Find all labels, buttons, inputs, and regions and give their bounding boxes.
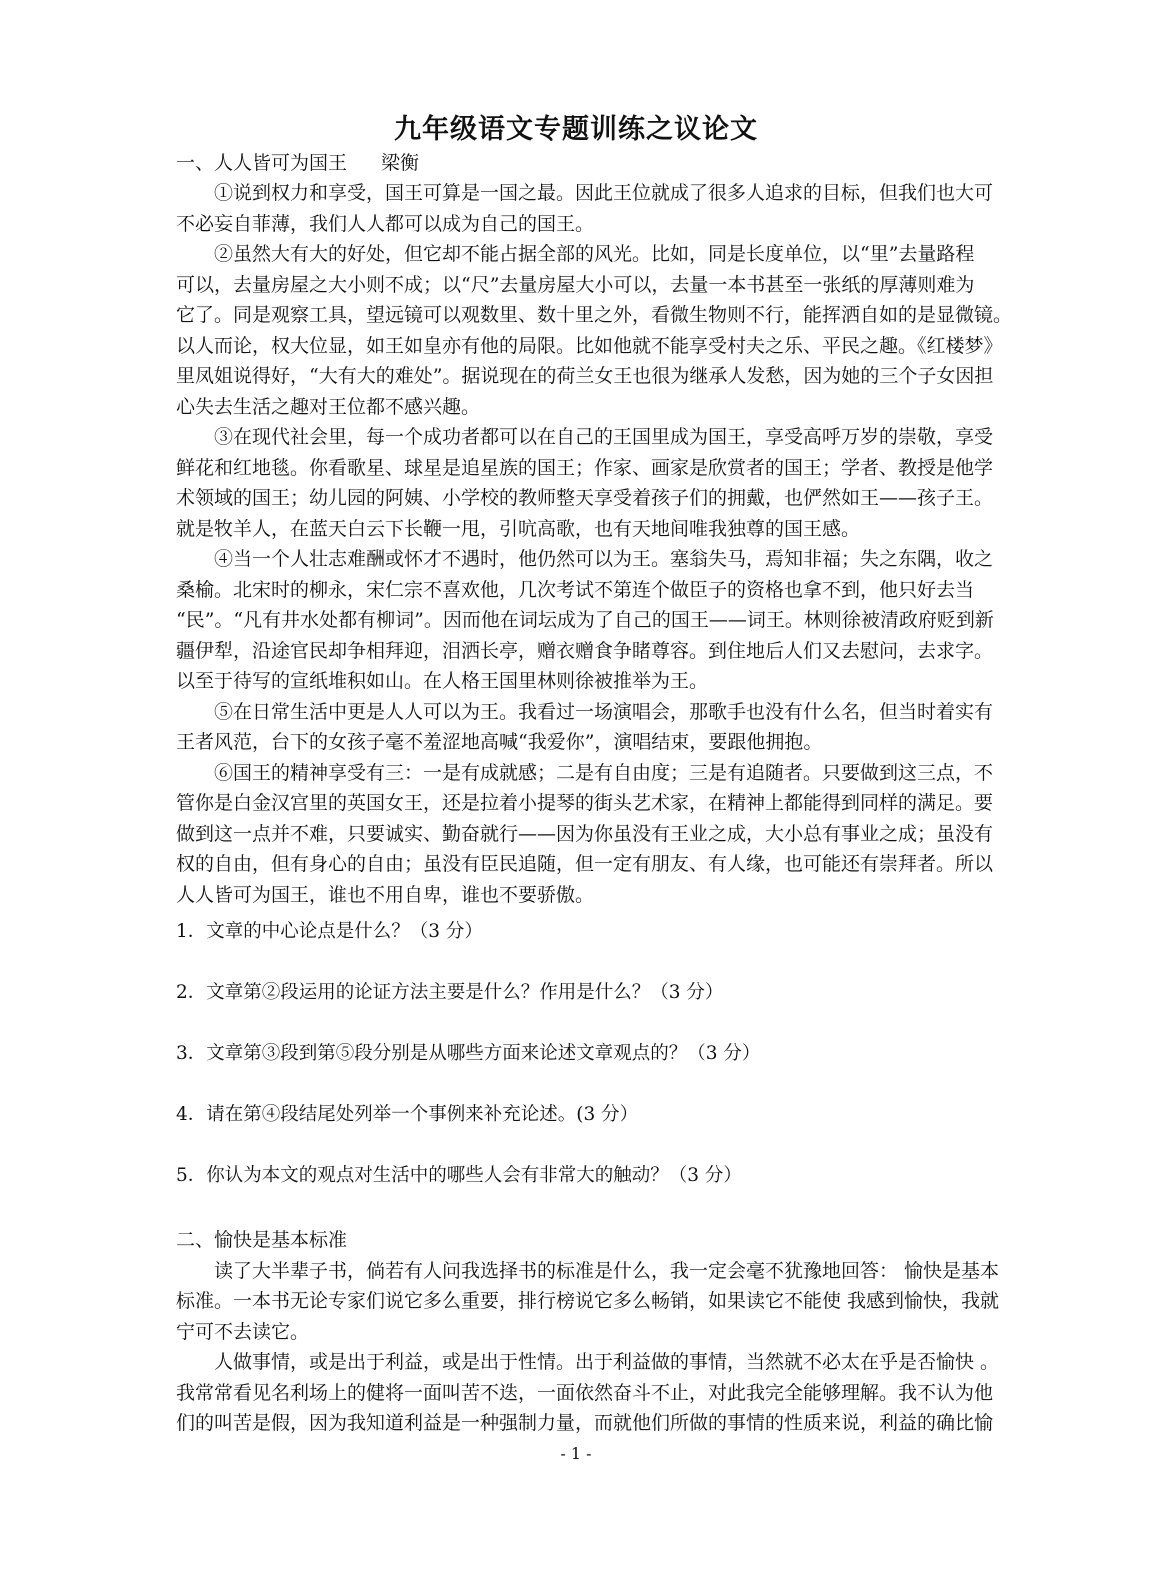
- text-line: 们的叫苦是假，因为我知道利益是一种强制力量，而就他们所做的事情的性质来说，利益的确比愉: [176, 1412, 994, 1434]
- text-line: ⑥国王的精神享受有三：一是有成就感；二是有自由度；三是有追随者。只要做到这三点，不: [176, 761, 994, 784]
- text-line: 可以，去量房屋之大小则不成；以“尺”去量房屋大小可以，去量一本书甚至一张纸的厚薄则难为: [176, 273, 975, 296]
- text-line: 里凤姐说得好，“大有大的难处”。据说现在的荷兰女王也很为继承人发愁，因为她的三个子女因担: [176, 365, 994, 387]
- text-line: 不必妄自菲薄，我们人人都可以成为自己的国王。: [176, 212, 595, 235]
- text-line: 以人而论，权大位显，如王如皇亦有他的局限。比如他就不能享受村夫之乐、平民之趣。《红楼梦》: [176, 334, 1003, 357]
- text-line: ③在现代社会里，每一个成功者都可以在自己的王国里成为国王，享受高呼万岁的崇敬，享受: [176, 426, 994, 448]
- text-line: 我常常看见名利场上的健将一面叫苦不迭，一面依然奋斗不止，对此我完全能够理解。我不认为他: [176, 1381, 994, 1404]
- text-line: ⑤在日常生活中更是人人可以为王。我看过一场演唱会，那歌手也没有什么名，但当时着实有: [176, 700, 994, 723]
- text-line: 管你是白金汉宫里的英国女王，还是拉着小提琴的街头艺术家，在精神上都能得到同样的满足。要: [176, 792, 994, 814]
- question-4: 4．请在第④段结尾处列举一个事例来补充论述。(3 分）: [176, 1104, 639, 1125]
- text-line: ①说到权力和享受，国王可算是一国之最。因此王位就成了很多人追求的目标，但我们也大可: [176, 182, 994, 204]
- question-5: 5．你认为本文的观点对生活中的哪些人会有非常大的触动？（3 分）: [176, 1165, 742, 1186]
- section-1-body: [176, 178, 1110, 910]
- text-line: 读了大半辈子书，倘若有人问我选择书的标准是什么，我一定会毫不犹豫地回答： 愉快是基本: [176, 1259, 1000, 1282]
- text-line: 做到这一点并不难，只要诚实、勤奋就行——因为你虽没有王业之成，大小总有事业之成；虽没有: [176, 822, 994, 845]
- section-2-heading: 二、愉快是基本标准: [176, 1229, 348, 1251]
- text-line: 人做事情，或是出于利益，或是出于性情。出于利益做的事情，当然就不必太在乎是否愉快 。: [176, 1351, 1000, 1373]
- text-line: 就是牧羊人，在蓝天白云下长鞭一甩，引吭高歌，也有天地间唯我独尊的国王感。: [176, 517, 861, 540]
- document-title: 九年级语文专题训练之议论文: [394, 114, 758, 145]
- text-line: 王者风范，台下的女孩子毫不羞涩地高喊“我爱你”，演唱结束，要跟他拥抱。: [176, 731, 823, 753]
- text-line: 术领域的国王；幼儿园的阿姨、小学校的教师整天享受着孩子们的拥戴，也俨然如王——孩子王。: [176, 487, 994, 509]
- text-line: 权的自由，但有身心的自由；虽没有臣民追随，但一定有朋友、有人缘，也可能还有崇拜者。所以: [176, 853, 994, 875]
- text-line: 鲜花和红地毯。你看歌星、球星是追星族的国王；作家、画家是欣赏者的国王；学者、教授是他学: [176, 456, 994, 479]
- section-1-title: 一、人人皆可为国王: [176, 152, 348, 174]
- text-line: 它了。同是观察工具，望远镜可以观数里、数十里之外，看微生物则不行，能挥洒自如的是显微镜。: [176, 304, 1013, 326]
- text-line: 以至于待写的宣纸堆积如山。在人格王国里林则徐被推举为王。: [176, 670, 709, 692]
- question-3: 3．文章第③段到第⑤段分别是从哪些方面来论述文章观点的？（3 分）: [176, 1043, 761, 1064]
- question-1: 1．文章的中心论点是什么？（3 分）: [176, 921, 483, 942]
- section-2-body: [176, 1256, 1110, 1439]
- section-1-heading: [176, 148, 1110, 179]
- text-line: ④当一个人壮志难酬或怀才不遇时，他仍然可以为王。塞翁失马，焉知非福；失之东隅，收之: [176, 548, 994, 570]
- section-2: [176, 1225, 1110, 1439]
- text-line: 心失去生活之趣对王位都不感兴趣。: [176, 395, 481, 418]
- text-line: 标准。一本书无论专家们说它多么重要，排行榜说它多么畅销，如果读它不能使 我感到愉快，我就: [176, 1290, 1000, 1312]
- text-line: 疆伊犁，沿途官民却争相拜迎，泪洒长亭，赠衣赠食争睹尊容。到住地后人们又去慰问，去求字。: [176, 639, 994, 662]
- text-line: “民”。“凡有井水处都有柳词”。因而他在词坛成为了自己的国王——词王。林则徐被清政府贬到新: [176, 609, 994, 631]
- text-line: 宁可不去读它。: [176, 1320, 310, 1343]
- page-number: - 1 -: [560, 1444, 592, 1463]
- section-1-author: 梁衡: [381, 152, 420, 174]
- text-line: 人人皆可为国王，谁也不用自卑，谁也不要骄傲。: [176, 883, 595, 906]
- text-line: 桑榆。北宋时的柳永，宋仁宗不喜欢他，几次考试不第连个做臣子的资格也拿不到，他只好去当: [176, 578, 975, 601]
- text-line: ②虽然大有大的好处，但它却不能占据全部的风光。比如，同是长度单位，以“里”去量路程: [176, 243, 975, 265]
- question-2: 2．文章第②段运用的论证方法主要是什么？作用是什么？（3 分）: [176, 982, 724, 1003]
